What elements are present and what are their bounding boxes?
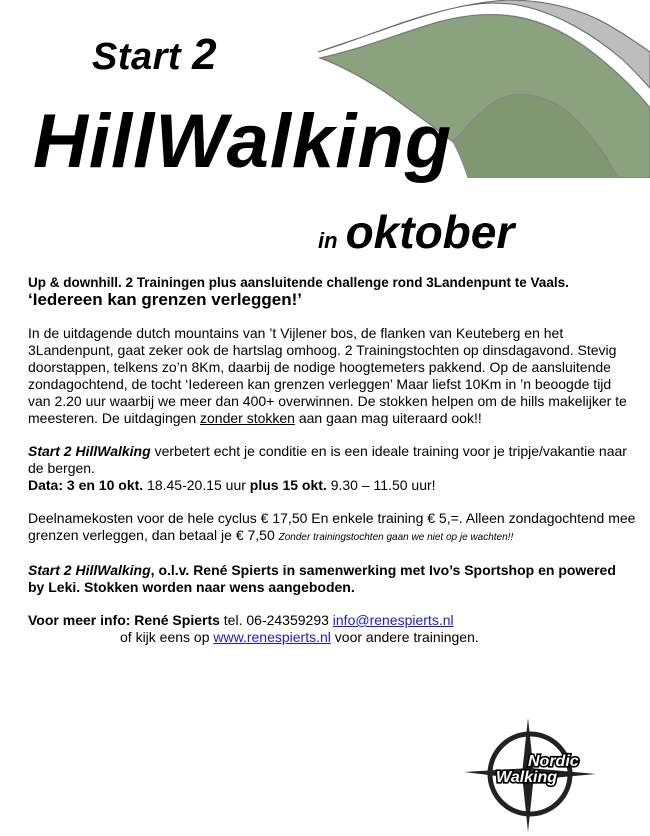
- dates-label: Data: 3 en 10 okt.: [28, 477, 144, 493]
- contact-paragraph: Voor meer info: René Spierts tel. 06-24359293 info@renespierts.nl of kijk eens op www.renespierts.nl voor andere trainingen.: [28, 612, 479, 645]
- costs-paragraph: Deelnamekosten voor de hele cyclus € 17,50 En enkele training € 5,=. Alleen zondagochtend mee grenzen verleggen, dan betaal je € 7,50 Zonder trainingstochten gaan we niet op je wachten!!: [28, 510, 636, 543]
- logo-word-nordic: Nordic: [528, 753, 579, 770]
- title-hillwalking: HillWalking: [33, 99, 453, 184]
- description-paragraph: In de uitdagende dutch mountains van ’t Vijlener bos, de flanken van Keuteberg en het 3Landenpunt, gaat zeker ook de hartslag omhoog. 2 Trainingstochten op dinsdagavond. Stevig doorstappen, telkens zo’n 8Km, daarbij de nodige hoogtemeters pakkend. Op de aansluitende zondagochtend, de tocht ‘Iedereen kan grenzen verleggen’ Maar liefst 10Km in ’n beoogde tijd van 2.20 uur waarbij we meer dan 400+ overwinnen. De stokken helpen om de hills makelijker te meesteren. De uitdagingen zonder stokken aan gaan mag uiteraard ook!!: [28, 325, 627, 426]
- organizer-paragraph: Start 2 HillWalking, o.l.v. René Spierts in samenwerking met Ivo’s Sportshop en powered by Leki. Stokken worden naar wens aangeboden.: [28, 562, 616, 595]
- nordic-walking-logo: [458, 716, 598, 834]
- flyer-body: [28, 274, 636, 662]
- title-start: Start 2: [92, 30, 218, 79]
- email-link[interactable]: info@renespierts.nl: [332, 612, 454, 628]
- website-link[interactable]: www.renespierts.nl: [213, 629, 331, 645]
- title-month: in oktober: [318, 206, 515, 258]
- motto: ‘Iedereen kan grenzen verleggen!’: [28, 290, 302, 309]
- logo-word-walking: Walking: [496, 769, 558, 786]
- intro-paragraph: Up & downhill. 2 Trainingen plus aansluitende challenge rond 3Landenpunt te Vaals. ‘Iedereen kan grenzen verleggen!’: [28, 275, 569, 309]
- benefits-paragraph: Start 2 HillWalking verbetert echt je conditie en is een ideale training voor je tripje/vakantie naar de bergen. Data: 3 en 10 okt. 18.45-20.15 uur plus 15 okt. 9.30 – 11.50 uur!: [28, 443, 627, 493]
